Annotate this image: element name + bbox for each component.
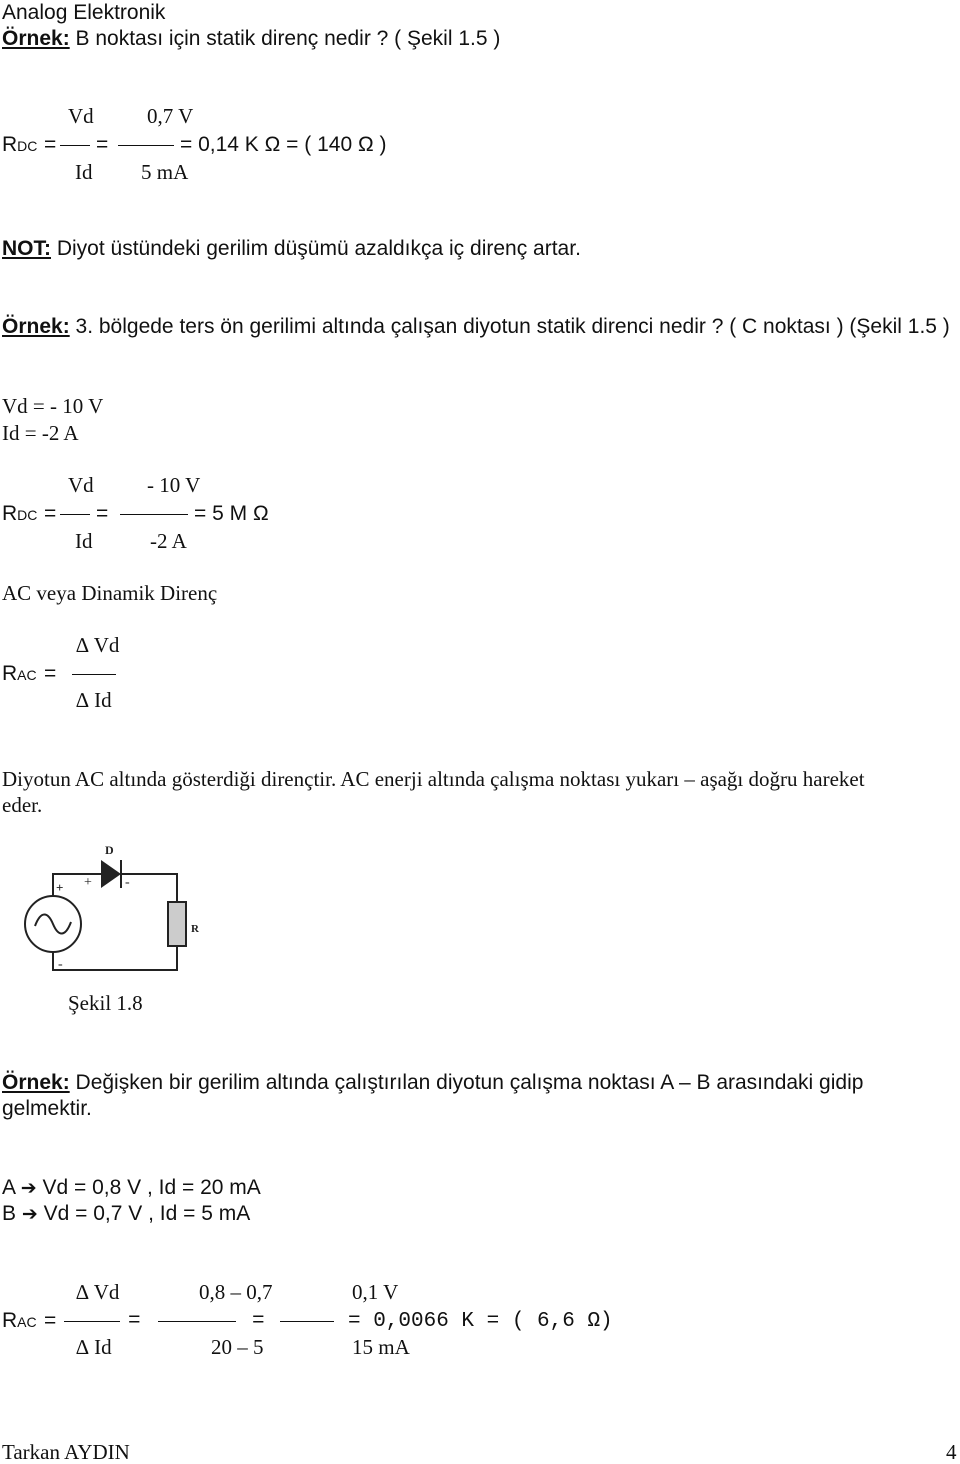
ex1-lhs [2,134,37,155]
source-plus-label: + [56,880,64,895]
ex1-fraction-line-2 [118,145,174,146]
ex1-numerator-1: Vd [68,104,94,128]
ex2-denominator-2: -2 A [150,529,187,553]
example-3-label: Örnek: [2,1071,70,1094]
diode-plus-label: + [84,875,92,890]
note-label: NOT: [2,237,51,260]
source-minus-label: - [58,957,63,972]
ex1-denominator-2: 5 mA [141,160,189,184]
ex2-given-vd: Vd = - 10 V [2,394,104,418]
header-title: Analog Elektronik [2,1,166,24]
example-1-text: B noktası için statik direnç nedir ? ( Şekil 1.5 ) [69,27,501,50]
ex2-numerator-2: - 10 V [147,473,201,497]
ac-fraction-line [72,674,116,675]
ex3-lhs [2,1310,37,1331]
example-3-text-1: Değişken bir gerilim altında çalıştırılan diyotun çalışma noktası A – B arasındaki gidip [69,1071,864,1094]
ex2-lhs-sub: DC [17,507,38,523]
ac-heading: AC veya Dinamik Direnç [2,581,218,605]
circuit-diagram [4,842,208,990]
ex3-denominator-2: 20 – 5 [211,1335,264,1359]
ac-equals: = [44,662,57,685]
ex3-equals-3: = [252,1310,265,1333]
ac-description-1: Diyotun AC altında gösterdiği dirençtir. AC enerji altında çalışma noktası yukarı – aşağı doğru hareket [2,767,865,791]
point-a-line [2,1177,261,1198]
example-1-line [2,28,500,49]
sine-wave-icon [35,915,71,934]
ex1-lhs-sub: DC [17,138,38,154]
point-b-line [2,1203,250,1224]
ac-numerator: ∆ Vd [76,633,120,657]
ex2-lhs-main: R [2,502,18,525]
note-text: Diyot üstündeki gerilim düşümü azaldıkça iç direnç artar. [51,237,581,260]
footer-page-number: 4 [946,1440,957,1464]
ex2-fraction-line-1 [60,514,90,515]
ex1-denominator-1: Id [75,160,93,184]
point-a-text: Vd = 0,8 V , Id = 20 mA [42,1176,261,1199]
example-1-label: Örnek: [2,27,70,50]
example-2-text: 3. bölgede ters ön gerilimi altında çalışan diyotun statik direnci nedir ? ( C noktası ) (Şekil 1.5 ) [69,315,950,338]
ex2-denominator-1: Id [75,529,93,553]
ex3-denominator-3: 15 mA [352,1335,410,1359]
ex2-equals-1: = [44,502,57,525]
ac-lhs [2,663,37,684]
example-3-line-1 [2,1072,863,1093]
arrow-right-icon: ➔ [20,1177,37,1199]
ac-denominator: ∆ Id [76,688,112,712]
ex1-equals-2: = [96,133,109,156]
note-line [2,238,581,259]
ex3-lhs-main: R [2,1309,18,1332]
example-3-line-2: gelmektir. [2,1097,92,1120]
arrow-right-icon: ➔ [21,1203,38,1225]
figure-caption: Şekil 1.8 [68,991,143,1015]
ac-lhs-main: R [2,662,18,685]
ac-description-2: eder. [2,793,43,817]
point-a-label: A [2,1176,15,1199]
ex3-numerator-1: ∆ Vd [76,1280,120,1304]
ex3-fraction-line-3 [280,1321,334,1322]
diode-triangle [101,860,121,888]
ex3-fraction-line-2 [158,1321,236,1322]
ex3-equals-2: = [128,1310,141,1333]
point-b-label: B [2,1202,17,1225]
ex2-given-id: Id = -2 A [2,421,79,445]
ex2-equals-2: = [96,502,109,525]
ex1-numerator-2: 0,7 V [147,104,194,128]
ex1-result: = 0,14 K Ω = ( 140 Ω ) [180,133,387,156]
ac-lhs-sub: AC [17,667,37,683]
ex3-numerator-3: 0,1 V [352,1280,399,1304]
wire-top-right [122,874,177,902]
diode-label: D [105,843,114,857]
ex2-result: = 5 M Ω [194,502,269,525]
resistor-label: R [191,923,199,935]
ex1-fraction-line-1 [60,145,90,146]
ex3-numerator-2: 0,8 – 0,7 [199,1280,273,1304]
ex2-lhs [2,503,37,524]
wire-bottom [53,946,177,970]
ex3-equals-1: = [44,1309,57,1332]
ex3-result: = 0,0066 K = ( 6,6 Ω) [348,1310,613,1333]
example-2-line [2,316,950,337]
point-b-text: Vd = 0,7 V , Id = 5 mA [43,1202,251,1225]
ex2-fraction-line-2 [120,514,188,515]
example-2-label: Örnek: [2,315,70,338]
ex3-denominator-1: ∆ Id [76,1335,112,1359]
ex2-numerator-1: Vd [68,473,94,497]
footer-author: Tarkan AYDIN [2,1440,130,1464]
diode-minus-label: - [125,875,130,890]
ex1-equals-1: = [44,133,57,156]
resistor-symbol [168,902,186,946]
ex3-fraction-line-1 [64,1321,120,1322]
ex1-lhs-main: R [2,133,18,156]
ex3-lhs-sub: AC [17,1314,37,1330]
